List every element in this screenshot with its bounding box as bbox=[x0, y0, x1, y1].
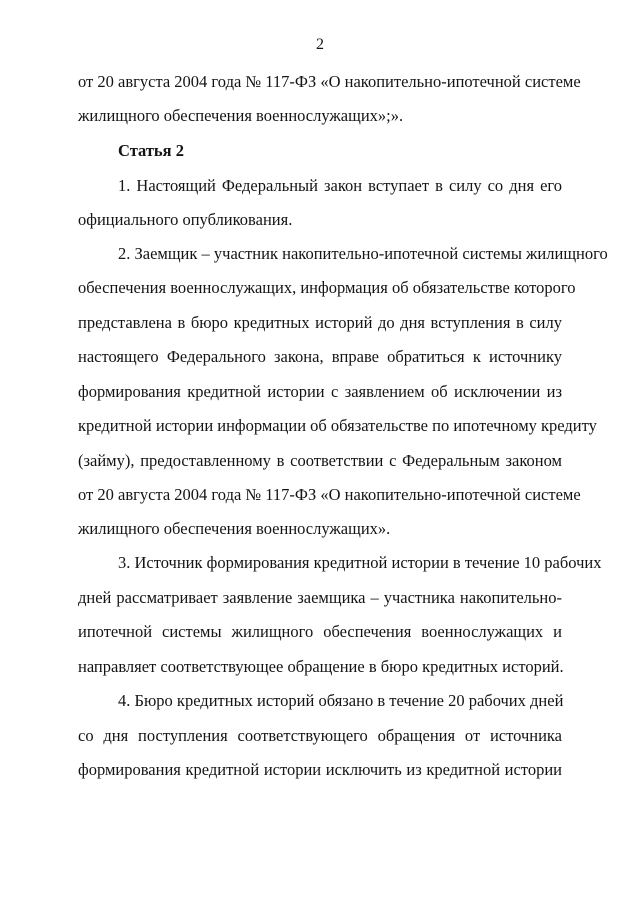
intro-line: жилищного обеспечения военнослужащих»;». bbox=[78, 106, 404, 125]
paragraph-line: ипотечной системы жилищного обеспечения военнослужащих и bbox=[78, 622, 562, 641]
paragraph-line: формирования кредитной истории исключить из кредитной истории bbox=[78, 760, 562, 779]
paragraph-line: (займу), предоставленному в соответствии с Федеральным законом bbox=[78, 451, 562, 470]
paragraph-line: 3. Источник формирования кредитной истории в течение 10 рабочих bbox=[118, 553, 602, 572]
paragraph-line: со дня поступления соответствующего обращения от источника bbox=[78, 726, 562, 745]
paragraph-line: дней рассматривает заявление заемщика – участника накопительно- bbox=[78, 588, 562, 607]
paragraph-line: кредитной истории информации об обязательстве по ипотечному кредиту bbox=[78, 416, 597, 435]
paragraph-line: 2. Заемщик – участник накопительно-ипотечной системы жилищного bbox=[118, 244, 608, 263]
article-heading: Статья 2 bbox=[118, 141, 184, 160]
page-number: 2 bbox=[316, 36, 324, 53]
paragraph-line: обеспечения военнослужащих, информация об обязательстве которого bbox=[78, 278, 576, 297]
paragraph-line: направляет соответствующее обращение в бюро кредитных историй. bbox=[78, 657, 564, 676]
paragraph-line: настоящего Федерального закона, вправе обратиться к источнику bbox=[78, 347, 562, 366]
intro-line: от 20 августа 2004 года № 117-ФЗ «О накопительно-ипотечной системе bbox=[78, 72, 581, 91]
paragraph-line: от 20 августа 2004 года № 117-ФЗ «О накопительно-ипотечной системе bbox=[78, 485, 581, 504]
paragraph-line: представлена в бюро кредитных историй до дня вступления в силу bbox=[78, 313, 562, 332]
paragraph-line: 1. Настоящий Федеральный закон вступает в силу со дня его bbox=[118, 176, 562, 195]
paragraph-line: жилищного обеспечения военнослужащих». bbox=[78, 519, 391, 538]
paragraph-line: формирования кредитной истории с заявлением об исключении из bbox=[78, 382, 562, 401]
paragraph-line: официального опубликования. bbox=[78, 210, 293, 229]
paragraph-line: 4. Бюро кредитных историй обязано в течение 20 рабочих дней bbox=[118, 691, 564, 710]
